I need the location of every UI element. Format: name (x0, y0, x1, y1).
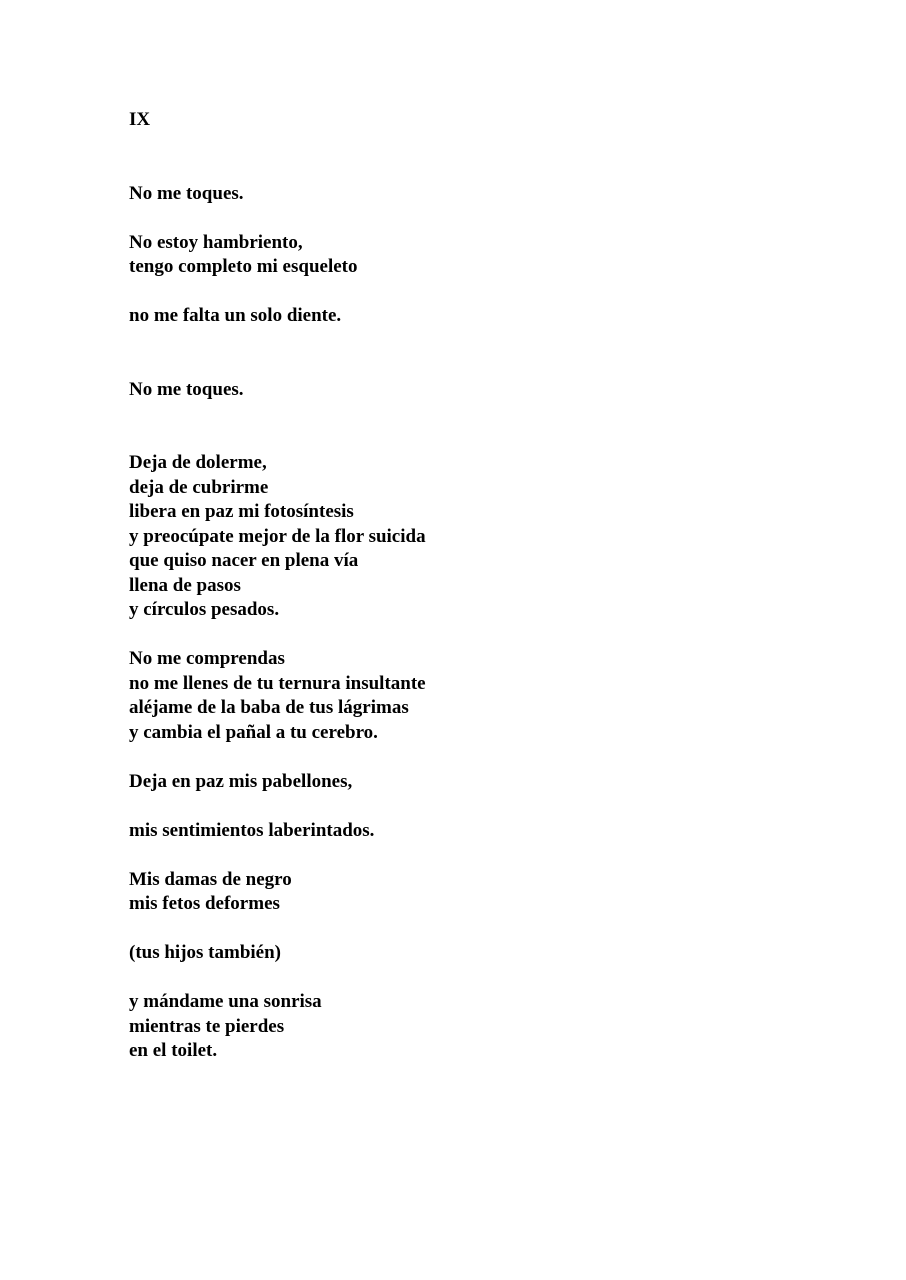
poem-line: y cambia el pañal a tu cerebro. (129, 721, 378, 743)
poem-line: Deja de dolerme, (129, 452, 267, 473)
poem-line: tengo completo mi esqueleto (129, 256, 358, 277)
poem-line: No me toques. (129, 182, 244, 204)
poem-title: IX (129, 109, 151, 130)
poem-line: libera en paz mi fotosíntesis (129, 501, 354, 522)
poem-line: en el toilet. (129, 1040, 218, 1061)
poem-line: no me llenes de tu ternura insultante (129, 672, 426, 694)
poem-line: mis fetos deformes (129, 893, 280, 914)
poem-line: que quiso nacer en plena vía (129, 550, 359, 571)
poem-line: No me comprendas (129, 648, 285, 669)
poem-line: Mis damas de negro (129, 868, 292, 890)
poem-line: y mándame una sonrisa (129, 991, 322, 1012)
poem-line: (tus hijos también) (129, 942, 282, 963)
poem-line: llena de pasos (129, 574, 241, 596)
poem-line: Deja en paz mis pabellones, (129, 770, 353, 792)
poem-line: no me falta un solo diente. (129, 305, 342, 326)
poem-line: deja de cubrirme (129, 476, 269, 498)
poem-line: mis sentimientos laberintados. (129, 819, 375, 841)
poem-line: No estoy hambriento, (129, 231, 303, 253)
poem (129, 108, 426, 1064)
poem-line: No me toques. (129, 378, 244, 400)
poem-line: aléjame de la baba de tus lágrimas (129, 697, 409, 718)
poem-line: mientras te pierdes (129, 1015, 285, 1037)
poem-line: y círculos pesados. (129, 599, 280, 620)
poem-line: y preocúpate mejor de la flor suicida (129, 525, 426, 547)
